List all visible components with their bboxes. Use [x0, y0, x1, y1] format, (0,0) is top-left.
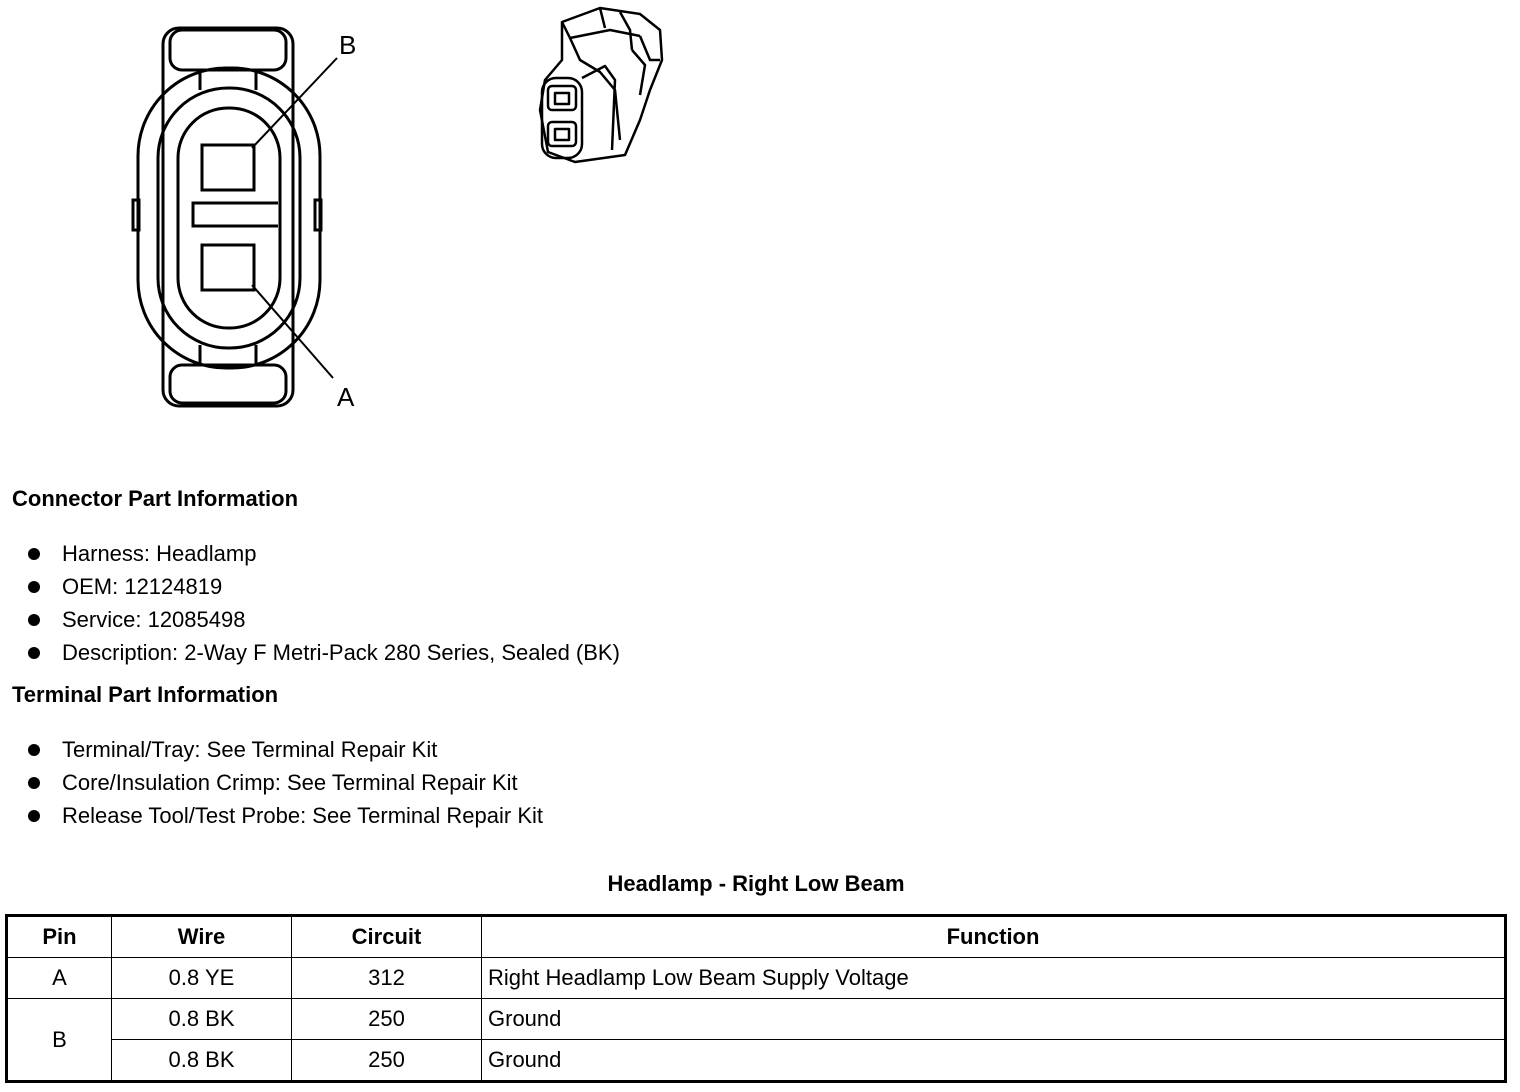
pin-b-callout: B: [339, 30, 357, 60]
pin-table: [5, 914, 1507, 1083]
table-header-row: [7, 916, 1506, 958]
bullet-icon: [28, 548, 40, 560]
terminal-info-list: [28, 733, 543, 832]
circuit-cell: 312: [292, 958, 482, 999]
bullet-icon: [28, 647, 40, 659]
connector-info-list: [28, 537, 620, 669]
function-cell: Right Headlamp Low Beam Supply Voltage: [482, 958, 1506, 999]
bullet-icon: [28, 777, 40, 789]
connector-isometric-diagram: [530, 2, 680, 172]
list-item: Terminal/Tray: See Terminal Repair Kit: [28, 733, 543, 766]
pin-table-title: Headlamp - Right Low Beam: [607, 871, 905, 896]
column-header-wire: Wire: [112, 916, 292, 958]
terminal-info-heading: Terminal Part Information: [12, 682, 279, 707]
column-header-function: Function: [482, 916, 1506, 958]
wire-cell: 0.8 BK: [112, 999, 292, 1040]
connector-info-heading: Connector Part Information: [12, 486, 299, 511]
circuit-cell: 250: [292, 999, 482, 1040]
list-item: OEM: 12124819: [28, 570, 620, 603]
list-item: Service: 12085498: [28, 603, 620, 636]
list-item: Release Tool/Test Probe: See Terminal Repair Kit: [28, 799, 543, 832]
pin-a-callout: A: [337, 382, 355, 412]
list-item: Description: 2-Way F Metri-Pack 280 Series, Sealed (BK): [28, 636, 620, 669]
bullet-icon: [28, 744, 40, 756]
table-row: [7, 999, 1506, 1040]
circuit-cell: 250: [292, 1040, 482, 1082]
connector-face-diagram: [120, 20, 380, 420]
pin-cell: B: [7, 999, 112, 1082]
function-cell: Ground: [482, 999, 1506, 1040]
bullet-icon: [28, 810, 40, 822]
list-item: Core/Insulation Crimp: See Terminal Repair Kit: [28, 766, 543, 799]
list-item: Harness: Headlamp: [28, 537, 620, 570]
bullet-icon: [28, 581, 40, 593]
pin-cell: A: [7, 958, 112, 999]
function-cell: Ground: [482, 1040, 1506, 1082]
column-header-pin: Pin: [7, 916, 112, 958]
table-row: [7, 958, 1506, 999]
bullet-icon: [28, 614, 40, 626]
column-header-circuit: Circuit: [292, 916, 482, 958]
wire-cell: 0.8 YE: [112, 958, 292, 999]
table-row: [7, 1040, 1506, 1082]
wire-cell: 0.8 BK: [112, 1040, 292, 1082]
